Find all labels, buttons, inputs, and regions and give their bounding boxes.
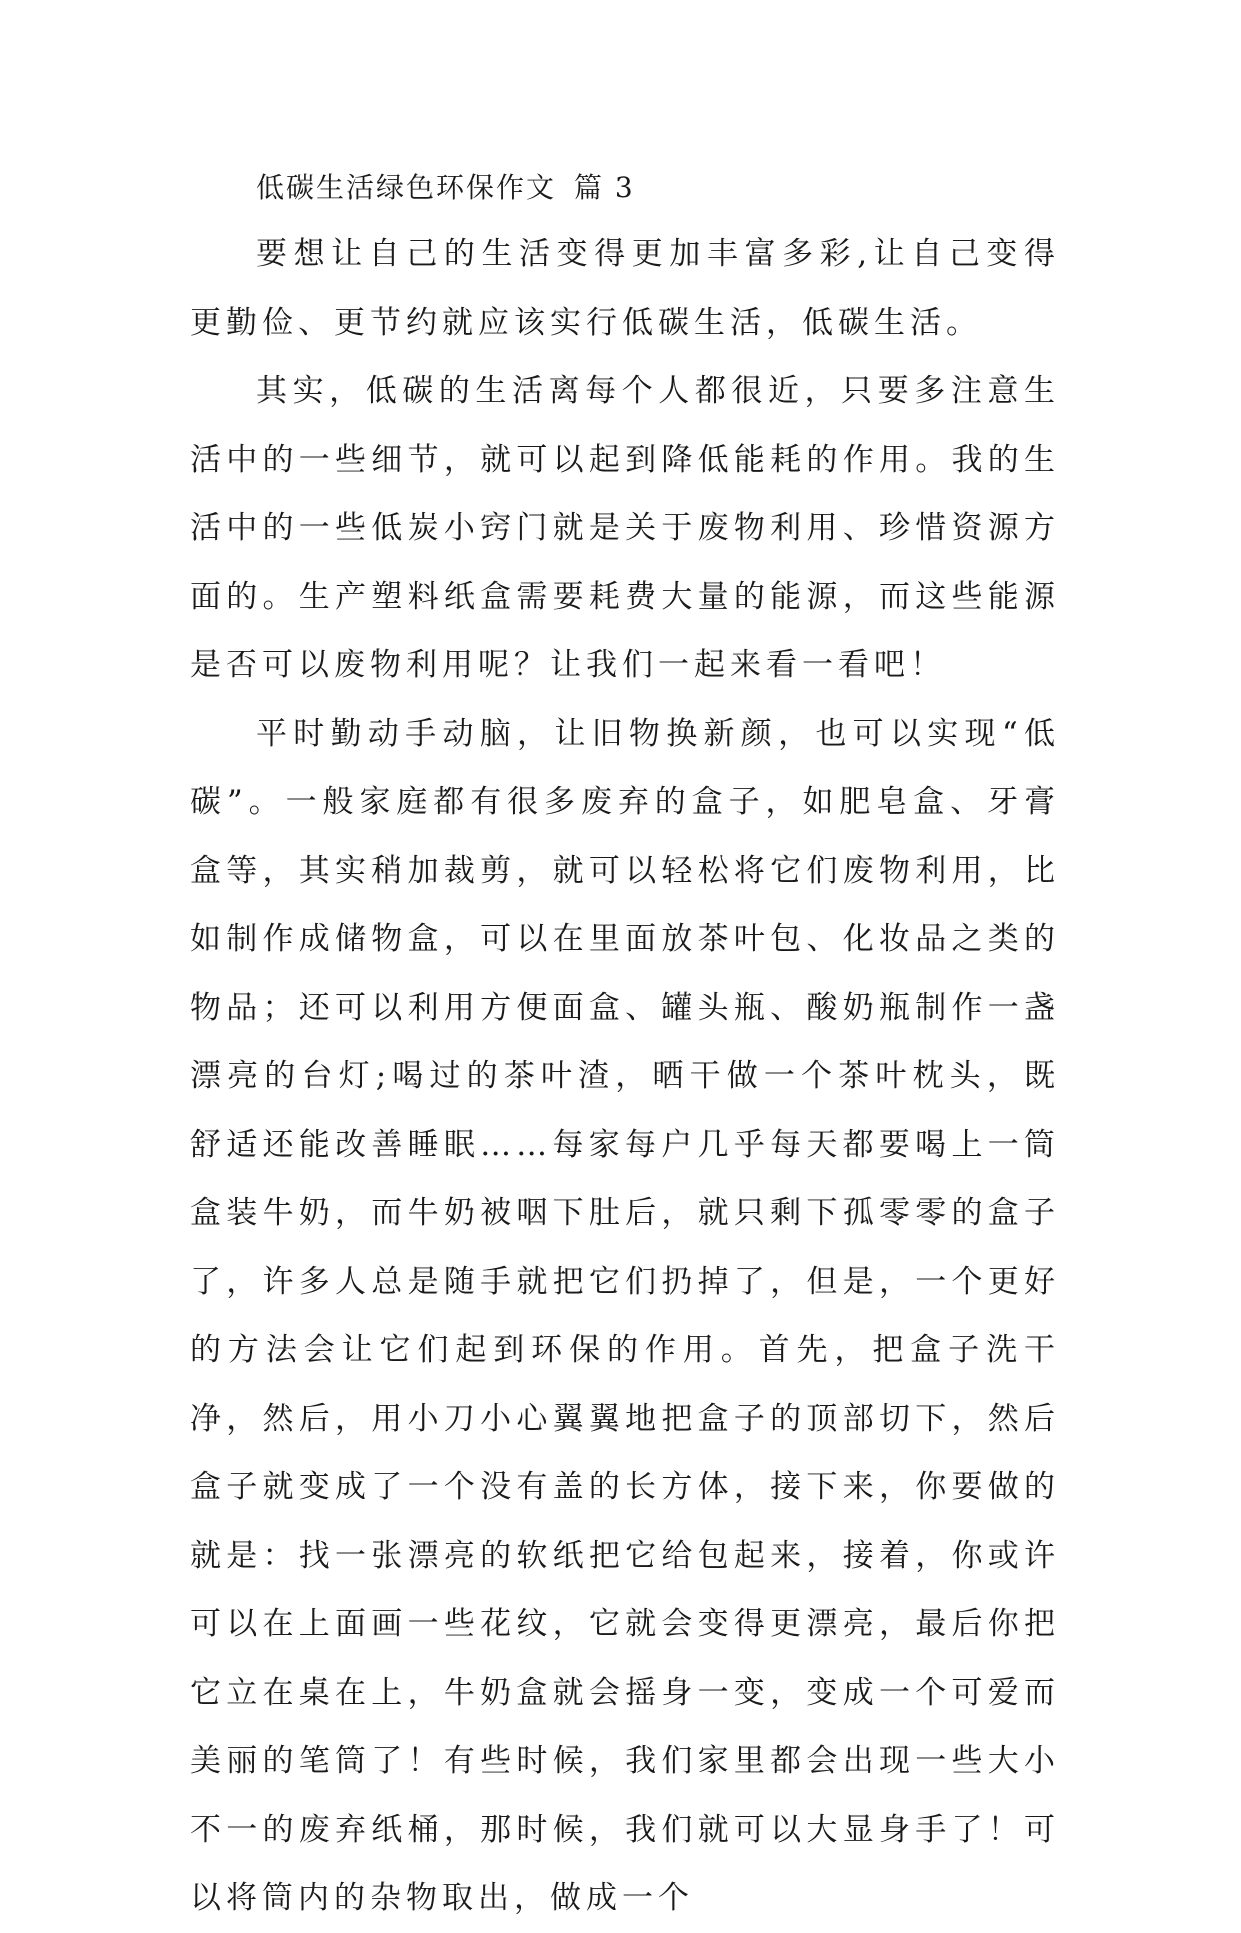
title-section-number: 篇 3	[574, 171, 635, 204]
document-body	[190, 160, 1060, 1933]
paragraph-2: 其实，低碳的生活离每个人都很近，只要多注意生活中的一些细节，就可以起到降低能耗的作用。我的生活中的一些低炭小窍门就是关于废物利用、珍惜资源方面的。生产塑料纸盒需要耗费大量的能源，而这些能源是否可以废物利用呢？让我们一起来看一看吧！	[190, 373, 1060, 683]
paragraph-1: 要想让自己的生活变得更加丰富多彩,让自己变得更勤俭、更节约就应该实行低碳生活，低碳生活。	[190, 236, 1060, 341]
paragraph-3: 平时勤动手动脑，让旧物换新颜，也可以实现“低碳”。一般家庭都有很多废弃的盒子，如肥皂盒、牙膏盒等，其实稍加裁剪，就可以轻松将它们废物利用，比如制作成储物盒，可以在里面放茶叶包、化妆品之类的物品；还可以利用方便面盒、罐头瓶、酸奶瓶制作一盏漂亮的台灯;喝过的茶叶渣，晒干做一个茶叶枕头，既舒适还能改善睡眠……每家每户几乎每天都要喝上一筒盒装牛奶，而牛奶被咽下肚后，就只剩下孤零零的盒子了，许多人总是随手就把它们扔掉了，但是，一个更好的方法会让它们起到环保的作用。首先，把盒子洗干净，然后，用小刀小心翼翼地把盒子的顶部切下，然后盒子就变成了一个没有盖的长方体，接下来，你要做的就是：找一张漂亮的软纸把它给包起来，接着，你或许可以在上面画一些花纹，它就会变得更漂亮，最后你把它立在桌在上，牛奶盒就会摇身一变，变成一个可爱而美丽的笔筒了！有些时候，我们家里都会出现一些大小不一的废弃纸桶，那时候，我们就可以大显身手了！可以将筒内的杂物取出，做成一个	[190, 715, 1060, 1916]
title-text: 低碳生活绿色环保作文	[256, 171, 557, 204]
document-title	[190, 160, 1060, 216]
